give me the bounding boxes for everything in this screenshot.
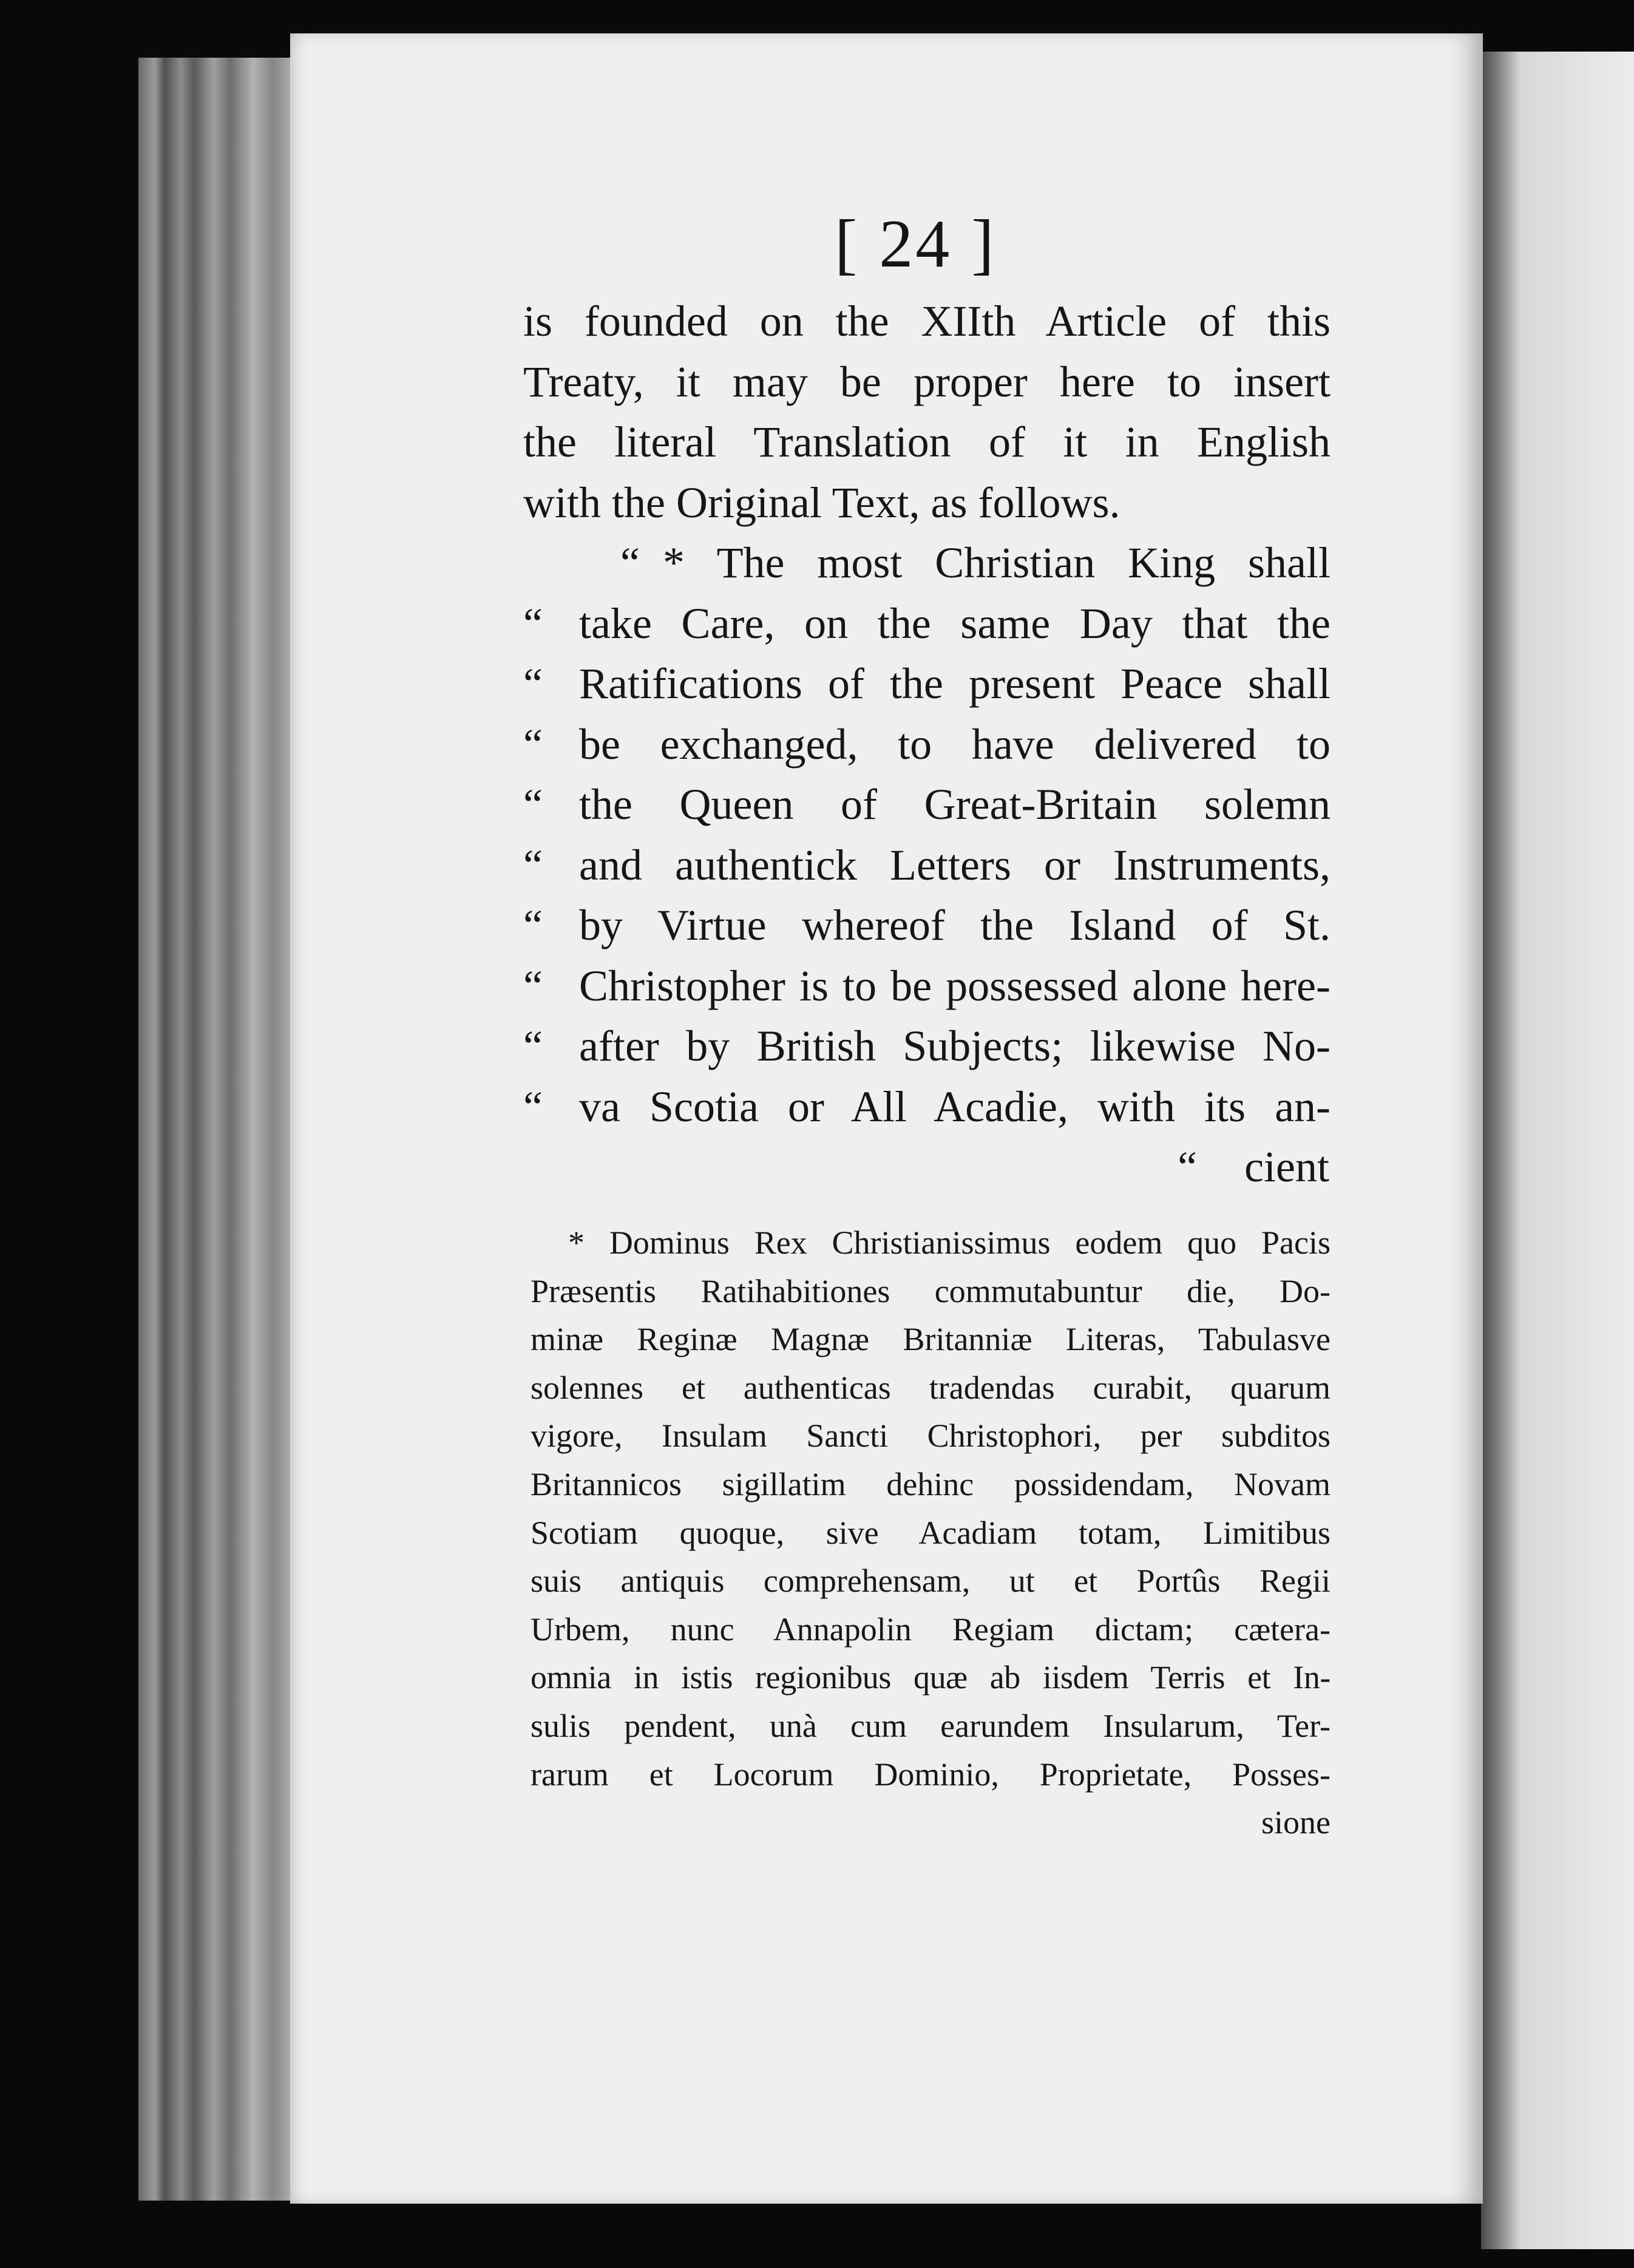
text-line: “ and authentick Letters or Instruments,	[523, 840, 1331, 889]
footnote-line: omnia in istis regionibus quæ ab iisdem Terris et In-	[531, 1659, 1331, 1696]
footnote-line: * Dominus Rex Christianissimus eodem quo Pacis	[568, 1224, 1331, 1261]
text-line: “ after by British Subjects; likewise No-	[523, 1022, 1331, 1070]
footnote-line: rarum et Locorum Dominio, Proprietate, Posses-	[531, 1756, 1331, 1793]
footnote	[531, 1219, 1331, 1847]
footnote-line: solennes et authenticas tradendas curabit, quarum	[531, 1369, 1331, 1406]
text-line: “ by Virtue whereof the Island of St.	[523, 901, 1331, 949]
text-line: “ Christopher is to be possessed alone here-	[523, 961, 1331, 1010]
text-line: “ be exchanged, to have delivered to	[523, 719, 1331, 769]
text-line: “ * The most Christian King shall	[620, 538, 1331, 587]
footnote-line: Britannicos sigillatim dehinc possidendam, Novam	[531, 1465, 1331, 1502]
text-line: is founded on the XIIth Article of this	[523, 297, 1331, 345]
left-page-edges	[138, 58, 302, 2201]
footnote-line: vigore, Insulam Sancti Christophori, per subditos	[531, 1418, 1331, 1455]
main-text	[523, 291, 1331, 1198]
text-line: “ take Care, on the same Day that the	[523, 599, 1331, 648]
page-number: [ 24 ]	[835, 206, 997, 282]
text-line: with the Original Text, as follows.	[523, 478, 1120, 527]
catchword: cient	[1244, 1142, 1329, 1191]
footnote-line: suis antiquis comprehensam, ut et Portûs Regii	[531, 1563, 1331, 1600]
footnote-line: Præsentis Ratihabitiones commutabuntur die, Do-	[531, 1272, 1331, 1309]
text-line: “ Ratifications of the present Peace shall	[523, 659, 1331, 708]
text-line: “ va Scotia or All Acadie, with its an-	[523, 1082, 1331, 1131]
text-line: Treaty, it may be proper here to insert	[523, 357, 1331, 406]
footnote-catchword: sione	[1261, 1804, 1331, 1841]
footnote-line: Urbem, nunc Annapolin Regiam dictam; cætera-	[531, 1611, 1331, 1648]
catchword-line: “ cient	[523, 1137, 1331, 1198]
facing-page-edge	[1481, 52, 1634, 2249]
text-line: “ the Queen of Great-Britain solemn	[523, 780, 1331, 829]
footnote-line: Scotiam quoque, sive Acadiam totam, Limitibus	[531, 1514, 1331, 1551]
footnote-line: minæ Reginæ Magnæ Britanniæ Literas, Tabulasve	[531, 1321, 1331, 1358]
footnote-line: sulis pendent, unà cum earundem Insularum, Ter-	[531, 1707, 1331, 1744]
text-line: the literal Translation of it in English	[523, 418, 1331, 466]
